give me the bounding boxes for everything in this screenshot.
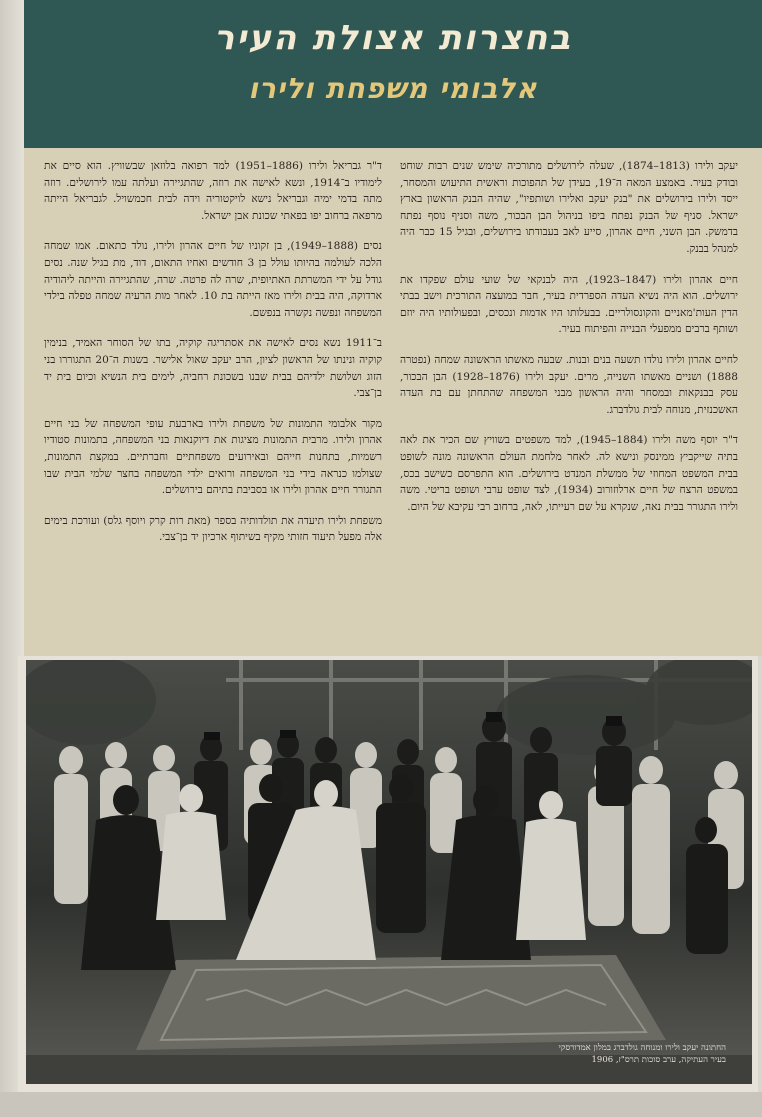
photo-illustration (26, 660, 752, 1084)
text-panel (24, 148, 762, 656)
paragraph: לחיים אהרון ולירו נולדו תשעה בנים ובנות. שבעה מאשתו הראשונה שמחה (נפטרה 1888) ושניים מאשתו השנייה, מרים. יעקב ולירו (1876–1928) הבן הבכור, עסק בבנקאות ובמסחר והיה הראשון מבני המשפחה שהתחתן עם בת העדה האשכנזית, מנוחה לבית גולדברג. (400, 353, 738, 416)
wedding-group-photo (26, 660, 752, 1084)
paragraph: ד"ר גבריאל ולירו (1886–1951) למד רפואה בלוזאן שבשוויץ. הוא סיים את לימודיו ב־1914, ונשא לאישה את רוזה, שהתגיירה ועלתה עמו לירושלים. רוזה מתה בדמי ימיה וגבריאל נישא לויקטוריה וידה לבית חכמשויל. לגבריאל הייתה מרפאה ברחוב יפו בפאתי שכונת אבן ישראל. (44, 160, 382, 222)
paragraph: ד"ר יוסף משה ולירו (1884–1945), למד משפטים בשוויץ שם הכיר את לאה בתיה שייקביץ ממינסק ונישא לה. לאחר מלחמת העולם הראשונה מונה לשופט בבית המשפט המחוזי של ממשלת המנדט בירושלים. הוא התפרסם כשישב בכס, במשפט הרצח של חיים ארלוזורוב (1934), לצד שופט ערבי ושופט בריטי. משה ולירו התגורר בבית נאה, שנקרא על שם רעייתו, לאה, ברחוב רבי עקיבא של היום. (400, 434, 738, 513)
text-column-right (400, 158, 738, 529)
photo-caption (496, 1042, 726, 1066)
caption-line: החתונה יעקב ולירו ומנוחה גולדברג במלון אמדורסקי (558, 1043, 726, 1053)
paragraph: נסים (1888–1949), בן זקוניו של חיים אהרון ולירו, נולד כתאום. אמו שמחה הלכה לעולמה בהיותו עולל בן 3 חודשים ואחיו התאום, דוד, מת בגיל שנה. נסים גודל על ידי המשרתת האתיופית, שרה לה פרטה. שרה, שהתגיירה והייתה ליהודיה ארדוקה, היה בבית ולירו מאז הייתה בת 10. לאחר מות הרעיה שמחה טפלה בילדי המשפחה ונפשה נקשרה בנפשם. (44, 240, 383, 319)
exhibit-title: בחצרות אצולת העיר (213, 18, 573, 58)
caption-line: בעיר העתיקה, ערב סוכות תרס"ז, 1906 (591, 1055, 726, 1065)
paragraph: משפחת ולירו תיעדה את תולדותיה בספר (מאת רות קרק ויוסף גלס) ועורכת בימים אלה מפעל תיעוד חזותי מקיף בשיתוף ארכיון יד בן־צבי. (44, 514, 382, 544)
exhibit-header (24, 0, 762, 148)
exhibit-subtitle: אלבומי משפחת ולירו (248, 72, 538, 105)
wall-bottom-edge (0, 1092, 762, 1117)
text-column-left (44, 158, 382, 560)
paragraph: ב־1911 נשא נסים לאישה את אסתריגה קוקיה, בתו של הסוחר האמיד, בנימין קוקיה ונינתו של הראשון לציון, הרב יעקב שאול אלישר. בשנות ה־20 התגוררו בני הזוג ושלושת ילדיהם בבית שבנו בשכונת רחביה, לימים בית הנשיא וכיום בית יד בן־צבי. (44, 337, 382, 400)
paragraph: חיים אהרון ולירו (1847–1923), היה לבנקאי של שועי עולם שפקדו את ירושלים. הוא היה נשיא העדה הספרדית בעיר, חבר במועצה התורכית וישב בבתי הדין העות'מאניים והקונסולריים. בבעלותו היו אדמות ונכסים, ובפעולותיו היה יוזם ושותף ברבים ממפעלי הבנייה והפיתוח בעיר. (400, 273, 738, 336)
photo-frame (18, 656, 758, 1092)
paragraph: מקור אלבומי התמונות של משפחת ולירו בארבעת עופי המשפחה של בני חיים אהרון ולירו. מרבית התמונות מציגות את דיוקנאות בני המשפחה, בתמונות סטודיו רשמיות, בתחנות חייהם ובאירועים משפחתיים וחברתיים. במקצת התמונות, שצולמו כנראה בידי בני המשפחה ורואים ילדי המשפחה בחצר שלמי הבית שבו התגורר חיים אהרון ולירו או בסביבת בתיהם בירושלים. (44, 417, 382, 497)
paragraph: יעקב ולירו (1813–1874), שעלה לירושלים מתורכיה שימש שנים רבות שוחט ובודק בעיר. באמצע המאה ה־19, בעידן של תהפוכות וראשית התיעוש והמסחר, ייסד ולירו בירושלים את "בנק יעקב ואלירו ושותפיו", שהיה הבנק הראשון בארץ ישראל. סניף של הבנק נפתח ביפו בניהול הבן הבכור, משה וסניף נוסף נפתח בדמשק. הבן השני, חיים אהרון, סייע לאב בעבודתו בירושלים, ובגיל 15 כבר היה למנהל בבנק. (400, 160, 738, 255)
